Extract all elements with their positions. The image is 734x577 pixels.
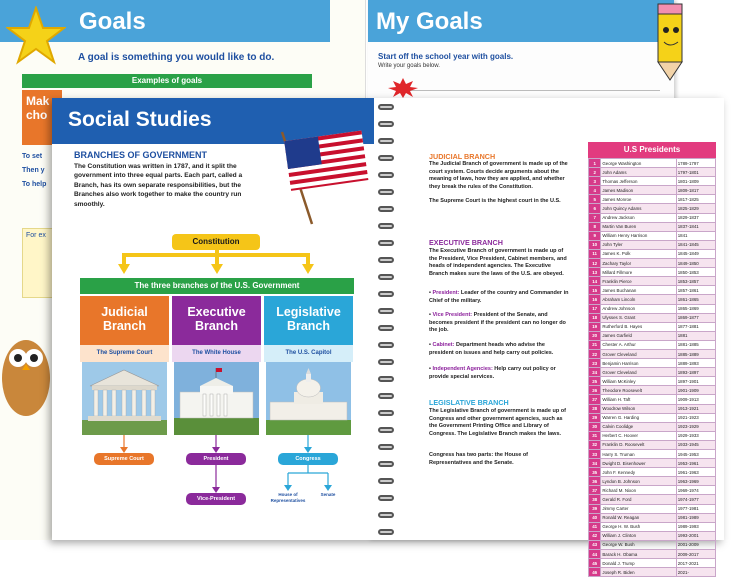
president-years: 1877-1881 [676, 322, 715, 331]
table-row [589, 404, 716, 413]
president-years: 1857-1861 [676, 286, 715, 295]
spiral-ring [378, 512, 394, 518]
president-name: Millard Fillmore [601, 268, 676, 277]
supreme-court-image [82, 362, 167, 435]
president-years: 1933-1945 [676, 440, 715, 449]
bullet-key: Cabinet: [432, 342, 455, 348]
congress-box: Congress [278, 453, 338, 465]
my-goals-subtext: Write your goals below. [378, 63, 440, 69]
table-row [589, 204, 716, 213]
bullet-key: President: [432, 290, 460, 296]
legislative-body-2: Congress has two parts: the House of Representatives and the Senate. [429, 452, 529, 466]
table-row [589, 249, 716, 258]
table-row [589, 459, 716, 468]
president-name: Zachary Taylor [601, 259, 676, 268]
president-years: 1977-1981 [676, 504, 715, 513]
president-years: 1797-1801 [676, 168, 715, 177]
president-years: 1893-1897 [676, 368, 715, 377]
president-name: Andrew Johnson [601, 304, 676, 313]
president-name: Jimmy Carter [601, 504, 676, 513]
president-name: Rutherford B. Hayes [601, 322, 676, 331]
president-number: 30 [589, 422, 601, 431]
table-row [589, 413, 716, 422]
president-name: James Buchanan [601, 286, 676, 295]
president-name: Abraham Lincoln [601, 295, 676, 304]
table-row [589, 195, 716, 204]
my-goals-header [368, 0, 674, 42]
president-number: 28 [589, 404, 601, 413]
president-number: 7 [589, 213, 601, 222]
president-number: 14 [589, 277, 601, 286]
president-number: 29 [589, 413, 601, 422]
table-row [589, 395, 716, 404]
president-name: Richard M. Nixon [601, 486, 676, 495]
goals-title: Goals [79, 8, 146, 35]
spiral-ring [378, 155, 394, 161]
president-name: George Washington [601, 159, 676, 168]
president-years: 1845-1849 [676, 249, 715, 258]
white-house-label: The White House [172, 345, 261, 362]
president-number: 2 [589, 168, 601, 177]
judicial-body-2: The Supreme Court is the highest court in the U.S. [429, 198, 561, 204]
president-number: 12 [589, 259, 601, 268]
president-name: Franklin D. Roosevelt [601, 440, 676, 449]
spiral-ring [378, 189, 394, 195]
president-name: Martin Van Buren [601, 222, 676, 231]
table-row [589, 213, 716, 222]
president-name: Benjamin Harrison [601, 359, 676, 368]
bullet-text: President of the Senate, and becomes president if the president can no longer do the job. [429, 312, 566, 334]
bullet-agencies: • Independent Agencies: Help carry out policy or provide special services. [429, 366, 556, 380]
table-row [589, 304, 716, 313]
table-row [589, 340, 716, 349]
president-name: Ronald W. Reagan [601, 513, 676, 522]
president-number: 20 [589, 331, 601, 340]
president-number: 42 [589, 531, 601, 540]
presidents-table [588, 158, 716, 577]
spiral-ring [378, 223, 394, 229]
president-number: 10 [589, 240, 601, 249]
spiral-binding [378, 98, 394, 540]
examples-bar: Examples of goals [22, 74, 312, 88]
spiral-ring [378, 138, 394, 144]
table-row [589, 522, 716, 531]
executive-branch-box: Executive Branch [172, 296, 261, 345]
table-row [589, 268, 716, 277]
president-years: 1809-1817 [676, 186, 715, 195]
spiral-ring [378, 495, 394, 501]
president-number: 43 [589, 540, 601, 549]
president-name: William McKinley [601, 377, 676, 386]
president-years: 1961-1963 [676, 468, 715, 477]
president-number: 9 [589, 231, 601, 240]
president-number: 22 [589, 349, 601, 358]
president-years: 1993-2001 [676, 531, 715, 540]
front-book [52, 98, 724, 575]
president-name: John Adams [601, 168, 676, 177]
owl-icon [0, 318, 52, 418]
spiral-ring [378, 444, 394, 450]
spiral-ring [378, 291, 394, 297]
table-row [589, 231, 716, 240]
my-goals-intro: Start off the school year with goals. [378, 52, 514, 61]
table-row [589, 422, 716, 431]
president-number: 45 [589, 559, 601, 568]
president-years: 1801-1809 [676, 177, 715, 186]
president-name: William J. Clinton [601, 531, 676, 540]
spiral-ring [378, 342, 394, 348]
president-number: 19 [589, 322, 601, 331]
president-number: 41 [589, 522, 601, 531]
president-years: 1945-1953 [676, 450, 715, 459]
president-number: 16 [589, 295, 601, 304]
president-years: 1921-1923 [676, 413, 715, 422]
table-row [589, 440, 716, 449]
president-number: 18 [589, 313, 601, 322]
executive-title: EXECUTIVE BRANCH [429, 238, 503, 247]
president-years: 1969-1974 [676, 486, 715, 495]
bullet-cabinet: • Cabinet: Department heads who advise the president on issues and help carry out policies. [429, 342, 554, 356]
table-row [589, 349, 716, 358]
house-label: House of Representatives [270, 492, 306, 503]
three-branches-bar: The three branches of the U.S. Government [80, 278, 354, 294]
note-line: Then y [22, 167, 45, 174]
president-years: 1953-1961 [676, 459, 715, 468]
bullet-vice-president: • Vice President: President of the Senate, and becomes president if the president can no longer do the job. [429, 312, 566, 334]
president-name: Woodrow Wilson [601, 404, 676, 413]
president-years: 1837-1841 [676, 222, 715, 231]
arrow-down-icon [118, 264, 130, 274]
president-number: 6 [589, 204, 601, 213]
table-row [589, 513, 716, 522]
pencil-icon [650, 2, 690, 82]
president-name: James Madison [601, 186, 676, 195]
president-number: 5 [589, 195, 601, 204]
president-number: 36 [589, 477, 601, 486]
judicial-body: The Judicial Branch of government is made up of the court system. Courts decide arguments about the meaning of laws, how they are applied, and whether they break the rules of the Constitution. [429, 161, 568, 190]
president-number: 32 [589, 440, 601, 449]
president-name: Barack H. Obama [601, 550, 676, 559]
president-number: 27 [589, 395, 601, 404]
president-years: 1789-1797 [676, 159, 715, 168]
president-years: 1929-1933 [676, 431, 715, 440]
president-name: Warren G. Harding [601, 413, 676, 422]
spiral-ring [378, 240, 394, 246]
spiral-ring [378, 529, 394, 535]
president-number: 40 [589, 513, 601, 522]
president-name: Franklin Pierce [601, 277, 676, 286]
president-number: 38 [589, 495, 601, 504]
president-name: James Monroe [601, 195, 676, 204]
table-row [589, 531, 716, 540]
table-row [589, 559, 716, 568]
spiral-ring [378, 410, 394, 416]
table-row [589, 495, 716, 504]
spiral-ring [378, 461, 394, 467]
president-number: 46 [589, 568, 601, 577]
note-line: To help [22, 181, 47, 188]
table-row [589, 377, 716, 386]
legislative-body: The Legislative Branch of government is made up of Congress and other government agencies, such as the Government Printing Office and Library of Congress. The Legislative Branch makes the laws. [429, 408, 566, 437]
president-name: John Tyler [601, 240, 676, 249]
judicial-branch-box: Judicial Branch [80, 296, 169, 345]
table-row [589, 240, 716, 249]
president-name: George W. Bush [601, 540, 676, 549]
president-years: 1841-1845 [676, 240, 715, 249]
president-number: 1 [589, 159, 601, 168]
table-row [589, 540, 716, 549]
us-flag-icon [274, 126, 370, 226]
president-name: James Garfield [601, 331, 676, 340]
president-years: 1901-1909 [676, 386, 715, 395]
president-name: Thomas Jefferson [601, 177, 676, 186]
president-name: Grover Cleveland [601, 349, 676, 358]
presidents-header: U.S Presidents [588, 142, 716, 158]
bullet-text: Leader of the country and Commander in Chief of the military. [429, 290, 569, 304]
table-row [589, 177, 716, 186]
president-name: William H. Taft [601, 395, 676, 404]
table-row [589, 504, 716, 513]
president-number: 23 [589, 359, 601, 368]
president-years: 2021- [676, 568, 715, 577]
president-name: Chester A. Arthur [601, 340, 676, 349]
table-row [589, 486, 716, 495]
table-row [589, 168, 716, 177]
table-row [589, 277, 716, 286]
for-example-box: For ex [22, 228, 62, 298]
spiral-ring [378, 121, 394, 127]
president-number: 11 [589, 249, 601, 258]
president-number: 25 [589, 377, 601, 386]
president-number: 37 [589, 486, 601, 495]
president-name: Dwight D. Eisenhower [601, 459, 676, 468]
spiral-ring [378, 206, 394, 212]
bullet-text: Department heads who advise the president on issues and help carry out policies. [429, 342, 554, 356]
legislative-branch-box: Legislative Branch [264, 296, 353, 345]
president-number: 3 [589, 177, 601, 186]
spiral-ring [378, 393, 394, 399]
president-name: John F. Kennedy [601, 468, 676, 477]
president-number: 26 [589, 386, 601, 395]
table-row [589, 159, 716, 168]
president-number: 33 [589, 450, 601, 459]
spiral-ring [378, 376, 394, 382]
table-row [589, 295, 716, 304]
senate-label: Senate [320, 492, 336, 497]
president-number: 4 [589, 186, 601, 195]
table-row [589, 468, 716, 477]
legislative-title: LEGISLATIVE BRANCH [429, 398, 509, 407]
president-years: 1963-1969 [676, 477, 715, 486]
table-row [589, 286, 716, 295]
table-row [589, 259, 716, 268]
bullet-president: • President: Leader of the country and Commander in Chief of the military. [429, 290, 569, 304]
capitol-image [266, 362, 351, 435]
president-name: James K. Polk [601, 249, 676, 258]
president-years: 1913-1921 [676, 404, 715, 413]
president-years: 1841 [676, 231, 715, 240]
president-name: Harry S. Truman [601, 450, 676, 459]
page-title: Social Studies [68, 108, 212, 131]
president-years: 1865-1869 [676, 304, 715, 313]
president-name: George H. W. Bush [601, 522, 676, 531]
supreme-court-box: Supreme Court [94, 453, 154, 465]
president-years: 1885-1889 [676, 349, 715, 358]
table-row [589, 313, 716, 322]
table-row [589, 450, 716, 459]
president-name: John Quincy Adams [601, 204, 676, 213]
executive-body: The Executive Branch of government is made up of the President, Vice President, Cabinet members, and heads of independent agencies. The Executive Branch makes sure the laws of the U.S. are obeyed. [429, 248, 567, 277]
spiral-ring [378, 172, 394, 178]
spiral-ring [378, 478, 394, 484]
president-years: 1989-1993 [676, 522, 715, 531]
constitution-box: Constitution [172, 234, 260, 250]
president-years: 1889-1893 [676, 359, 715, 368]
president-years: 1923-1929 [676, 422, 715, 431]
white-house-image [174, 362, 259, 435]
social-studies-page [52, 98, 374, 540]
table-row [589, 550, 716, 559]
president-name: Herbert C. Hoover [601, 431, 676, 440]
president-years: 1881 [676, 331, 715, 340]
president-number: 17 [589, 304, 601, 313]
make-box: Mak cho [22, 90, 62, 145]
president-years: 1850-1853 [676, 268, 715, 277]
president-name: Gerald R. Ford [601, 495, 676, 504]
spiral-ring [378, 308, 394, 314]
president-years: 1817-1825 [676, 195, 715, 204]
spiral-ring [378, 274, 394, 280]
table-row [589, 322, 716, 331]
burst-icon [388, 78, 418, 98]
judicial-title: JUDICIAL BRANCH [429, 152, 496, 161]
supreme-court-label: The Supreme Court [80, 345, 169, 362]
president-years: 1829-1837 [676, 213, 715, 222]
president-name: Joseph R. Biden [601, 568, 676, 577]
spiral-ring [378, 427, 394, 433]
president-years: 1825-1829 [676, 204, 715, 213]
president-number: 39 [589, 504, 601, 513]
vice-president-box: Vice-President [186, 493, 246, 505]
bullet-key: Vice President: [432, 312, 473, 318]
president-years: 1861-1865 [676, 295, 715, 304]
government-text-page [398, 98, 724, 575]
spiral-ring [378, 359, 394, 365]
branches-title: BRANCHES OF GOVERNMENT [74, 150, 208, 160]
arrow-down-icon [211, 264, 223, 274]
table-row [589, 186, 716, 195]
president-years: 2001-2009 [676, 540, 715, 549]
president-years: 2017-2021 [676, 559, 715, 568]
president-number: 35 [589, 468, 601, 477]
president-number: 8 [589, 222, 601, 231]
president-years: 1909-1913 [676, 395, 715, 404]
table-row [589, 359, 716, 368]
president-years: 1849-1850 [676, 259, 715, 268]
table-row [589, 568, 716, 577]
president-number: 21 [589, 340, 601, 349]
table-row [589, 477, 716, 486]
president-number: 13 [589, 268, 601, 277]
president-number: 15 [589, 286, 601, 295]
president-years: 1853-1857 [676, 277, 715, 286]
my-goals-title: My Goals [376, 8, 483, 35]
president-name: Theodore Roosevelt [601, 386, 676, 395]
spiral-ring [378, 325, 394, 331]
president-name: Lyndon B. Johnson [601, 477, 676, 486]
table-row [589, 222, 716, 231]
flow-diagram [52, 435, 374, 540]
president-years: 2009-2017 [676, 550, 715, 559]
president-name: Donald J. Trump [601, 559, 676, 568]
president-box: President [186, 453, 246, 465]
bullet-key: Independent Agencies: [432, 366, 493, 372]
president-years: 1897-1901 [676, 377, 715, 386]
spiral-ring [378, 104, 394, 110]
president-number: 24 [589, 368, 601, 377]
president-name: Ulysses S. Grant [601, 313, 676, 322]
table-row [589, 368, 716, 377]
president-name: Grover Cleveland [601, 368, 676, 377]
president-number: 34 [589, 459, 601, 468]
president-years: 1974-1977 [676, 495, 715, 504]
president-years: 1981-1989 [676, 513, 715, 522]
president-number: 31 [589, 431, 601, 440]
president-number: 44 [589, 550, 601, 559]
president-years: 1881-1885 [676, 340, 715, 349]
capitol-label: The U.S. Capitol [264, 345, 353, 362]
arrow-down-icon [302, 264, 314, 274]
table-row [589, 431, 716, 440]
bullet-text: Help carry out policy or provide special services. [429, 366, 556, 380]
spiral-ring [378, 257, 394, 263]
note-line: To set [22, 153, 43, 160]
table-row [589, 386, 716, 395]
star-icon [6, 6, 66, 66]
table-row [589, 331, 716, 340]
goal-line [410, 90, 660, 91]
president-years: 1869-1877 [676, 313, 715, 322]
goal-definition: A goal is something you would like to do. [78, 52, 275, 63]
branches-body: The Constitution was written in 1787, and it split the government into three equal parts. Each part, called a Branch, has its own separate responsibilities, but the Branches also work together to make the country run smoothly. [74, 163, 243, 208]
president-name: Andrew Jackson [601, 213, 676, 222]
president-name: William Henry Harrison [601, 231, 676, 240]
president-name: Calvin Coolidge [601, 422, 676, 431]
